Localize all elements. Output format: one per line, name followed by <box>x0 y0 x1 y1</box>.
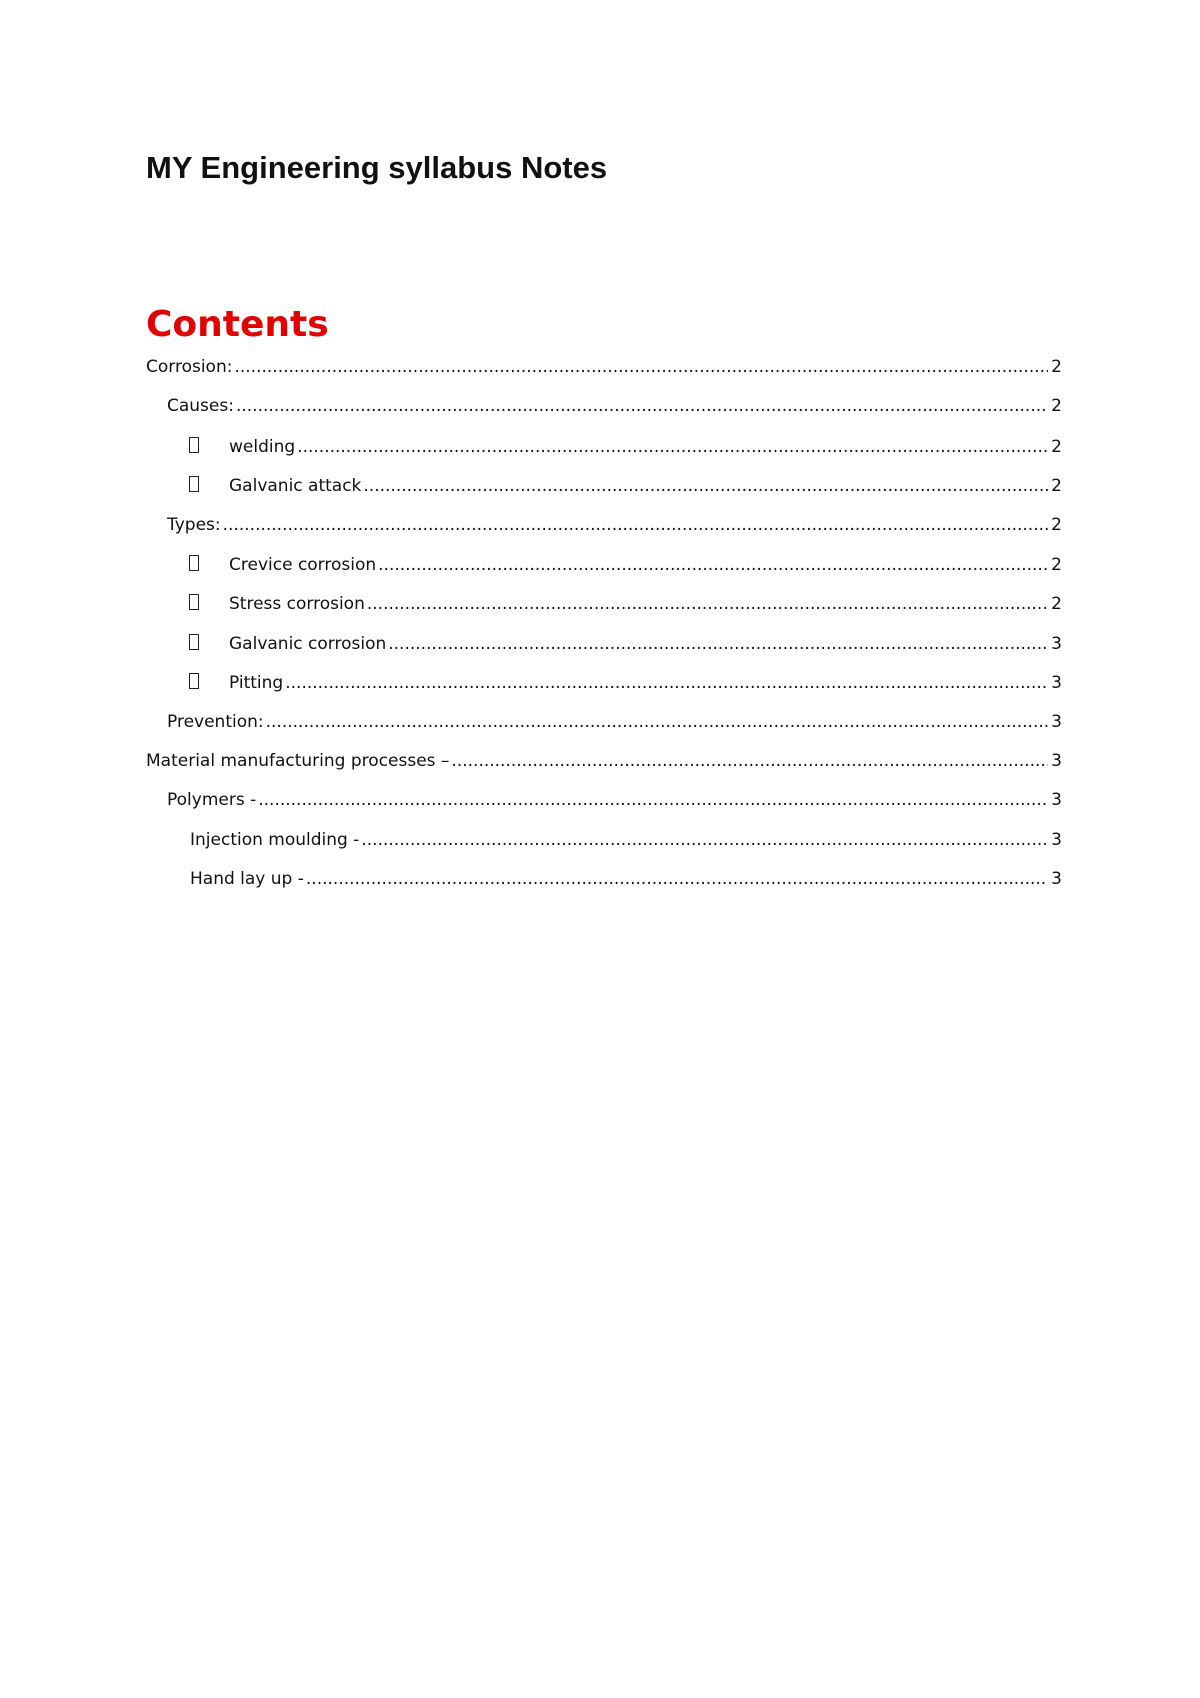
toc-entry-label: Crevice corrosion <box>229 554 377 575</box>
toc-entry[interactable] <box>146 672 1062 711</box>
toc-page-number: 3 <box>1051 673 1062 694</box>
toc-entry[interactable] <box>146 633 1062 672</box>
toc-entry[interactable] <box>146 554 1062 593</box>
dot-leader <box>361 830 1048 850</box>
table-of-contents <box>146 357 1062 908</box>
missing-glyph-bullet-icon <box>189 476 199 492</box>
dot-leader <box>378 555 1048 575</box>
document-title: MY Engineering syllabus Notes <box>146 150 608 185</box>
toc-entry-label: Pitting <box>229 673 284 694</box>
dot-leader <box>223 515 1048 535</box>
toc-page-number: 2 <box>1051 436 1062 457</box>
toc-entry[interactable] <box>146 593 1062 632</box>
toc-page-number: 3 <box>1051 829 1062 850</box>
toc-entry-label: Causes: <box>167 396 234 417</box>
toc-page-number: 3 <box>1051 711 1062 732</box>
toc-page-number: 3 <box>1051 790 1062 811</box>
dot-leader <box>297 437 1048 457</box>
toc-entry-label: Corrosion: <box>146 357 233 377</box>
toc-entry-label: Prevention: <box>167 711 264 732</box>
toc-page-number: 2 <box>1051 476 1062 497</box>
toc-page-number: 2 <box>1051 594 1062 615</box>
toc-entry-label: Galvanic corrosion <box>229 633 387 654</box>
toc-entry[interactable] <box>146 515 1062 554</box>
toc-entry-label: Polymers - <box>167 790 257 811</box>
toc-entry-label: Types: <box>167 514 221 535</box>
dot-leader <box>363 476 1048 496</box>
toc-page-number: 2 <box>1051 396 1062 417</box>
missing-glyph-bullet-icon <box>189 437 199 453</box>
missing-glyph-bullet-icon <box>189 594 199 610</box>
missing-glyph-bullet-icon <box>189 555 199 571</box>
toc-page-number: 2 <box>1051 514 1062 535</box>
toc-entry[interactable] <box>146 396 1062 435</box>
dot-leader <box>306 869 1048 889</box>
toc-entry[interactable] <box>146 751 1062 790</box>
toc-entry-label: Hand lay up - <box>190 869 304 890</box>
toc-entry[interactable] <box>146 830 1062 869</box>
toc-entry-label: Galvanic attack <box>229 476 362 497</box>
dot-leader <box>236 396 1048 416</box>
dot-leader <box>451 751 1048 771</box>
missing-glyph-bullet-icon <box>189 673 199 689</box>
toc-entry-label: Injection moulding - <box>190 829 360 850</box>
contents-heading: Contents <box>146 304 329 345</box>
toc-page-number: 3 <box>1051 869 1062 890</box>
dot-leader <box>367 594 1048 614</box>
toc-entry[interactable] <box>146 790 1062 829</box>
toc-entry-label: welding <box>229 436 296 457</box>
dot-leader <box>258 790 1048 810</box>
toc-entry-label: Stress corrosion <box>229 594 365 615</box>
dot-leader <box>234 357 1048 377</box>
toc-page-number: 2 <box>1051 357 1062 377</box>
toc-entry[interactable] <box>146 436 1062 475</box>
toc-page-number: 3 <box>1051 633 1062 654</box>
missing-glyph-bullet-icon <box>189 634 199 650</box>
toc-entry-label: Material manufacturing processes – <box>146 750 450 771</box>
toc-entry[interactable] <box>146 475 1062 514</box>
toc-entry[interactable] <box>146 712 1062 751</box>
toc-entry[interactable] <box>146 357 1062 396</box>
dot-leader <box>285 673 1048 693</box>
toc-page-number: 2 <box>1051 554 1062 575</box>
dot-leader <box>266 712 1048 732</box>
toc-page-number: 3 <box>1051 750 1062 771</box>
toc-entry[interactable] <box>146 869 1062 908</box>
dot-leader <box>388 634 1048 654</box>
